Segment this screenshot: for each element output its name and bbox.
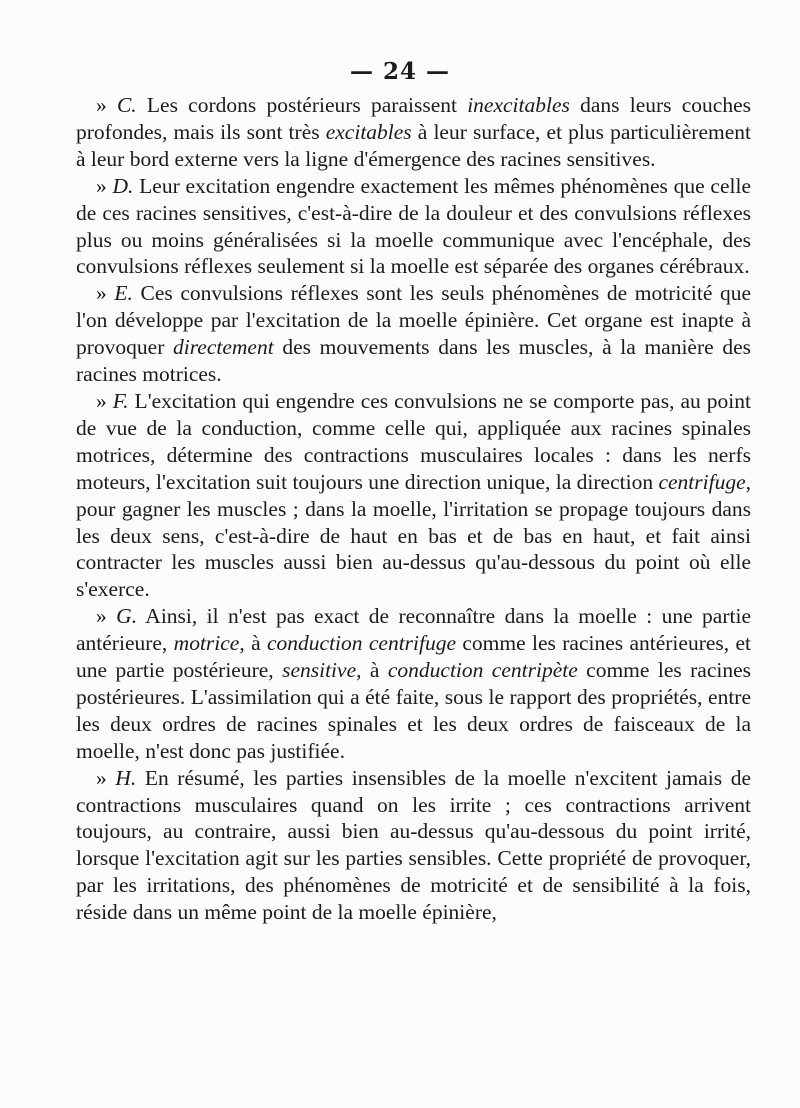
italic-text: C. — [116, 93, 137, 117]
text-run: » — [96, 281, 115, 306]
text-run: L'excitation qui engendre ces convulsions ne se comporte pas, au point de vue de la conduction, comme celle qui, appliquée aux racines spinales motrices, détermine des contractions musculaires locales : dans les nerfs moteurs, l'excitation suit toujours une direction unique, la direction — [76, 388, 751, 494]
text-run: , à — [356, 658, 388, 683]
text-run: Ces convulsions réflexes sont les seuls phénomènes de motricité que l'on développe par l'excitation de la moelle épinière. Cet organe est inapte à provoquer — [76, 281, 752, 360]
text-run: » — [96, 173, 113, 198]
italic-text: motrice — [173, 631, 240, 656]
text-run: En résumé, les parties insensibles de la moelle n'excitent jamais de contractions musculaires quand on les irrite ; ces contractions arrivent toujours, au contraire, aussi bien au-dessus qu'au-dessous du point irrité, lorsque l'excitation agit sur les parties sensibles. Cette propriété de provoquer, par les irritations, des phénomènes de motricité et de sensibilité à la fois, réside dans un même point de la moelle épinière, — [76, 765, 752, 925]
text-run: » — [96, 388, 113, 413]
text-run: comme les racines postérieures. L'assimilation qui a été faite, sous le rapport des propriétés, entre les deux ordres de racines spinales et les deux ordres de faisceaux de la moelle, n'est donc pas justifiée. — [76, 658, 752, 763]
italic-text: inexcitables — [467, 93, 570, 117]
italic-text: F. — [112, 388, 129, 413]
text-run: des mouvements dans les muscles, à la manière des racines motrices. — [76, 335, 751, 387]
text-run: » — [96, 765, 116, 790]
text-run: » — [96, 604, 117, 629]
page-number: — 24 — — [349, 58, 451, 85]
italic-text: sensitive — [282, 658, 357, 683]
text-run: Ainsi, il n'est pas exact de reconnaître dans la moelle : une partie antérieure, — [76, 604, 752, 656]
text-run: dans leurs couches profondes, mais ils sont très — [76, 93, 751, 144]
paragraph — [76, 388, 751, 603]
italic-text: D. — [112, 173, 134, 198]
italic-text: excitables — [325, 119, 412, 144]
text-run: à leur surface, et plus particulièrement à leur bord externe vers la ligne d'émergence des racines sensitives. — [76, 119, 751, 171]
paragraph — [76, 280, 751, 388]
body-text — [76, 92, 751, 926]
italic-text: directement — [173, 335, 274, 360]
paragraph — [76, 603, 751, 764]
paragraph — [76, 765, 751, 926]
italic-text: H. — [115, 765, 137, 790]
italic-text: conduction centrifuge — [266, 631, 457, 656]
paragraph — [76, 92, 751, 173]
text-run: comme les racines antérieures, et une partie postérieure, — [76, 631, 752, 683]
text-run: Leur excitation engendre exactement les mêmes phénomènes que celle de ces racines sensitives, c'est-à-dire de la douleur et des convulsions réflexes plus ou moins généralisées si la moelle communique avec l'encéphale, des convulsions réflexes seulement si la moelle est séparée des organes cérébraux. — [76, 173, 751, 279]
text-run: » — [96, 93, 117, 117]
italic-text: E. — [114, 281, 133, 306]
text-run: , à — [239, 631, 267, 656]
italic-text: G. — [116, 604, 138, 629]
paragraph — [76, 173, 751, 281]
text-run: Les cordons postérieurs paraissent — [136, 93, 468, 117]
italic-text: conduction centripète — [387, 658, 578, 683]
italic-text: centrifuge — [658, 469, 746, 494]
text-run: , pour gagner les muscles ; dans la moelle, l'irritation se propage toujours dans les deux sens, c'est-à-dire de haut en bas et de bas en haut, et fait ainsi contracter les muscles aussi bien au-dessus qu'au-dessous du point où elle s'exerce. — [76, 469, 751, 602]
